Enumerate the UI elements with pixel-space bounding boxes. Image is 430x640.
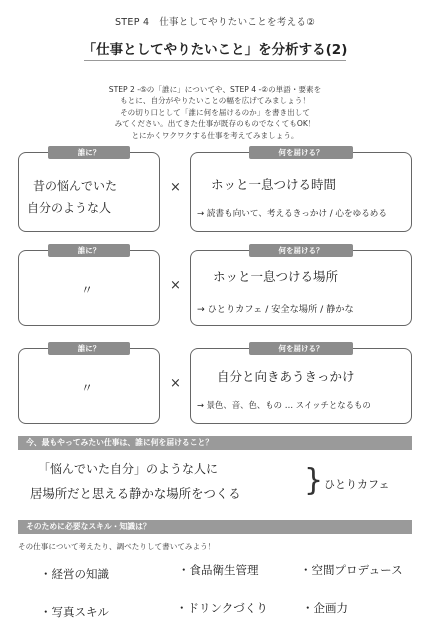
who-box-3[interactable] — [18, 344, 160, 424]
what-main-text: ホッと一息つける場所 — [213, 269, 339, 284]
step-header: STEP 4 仕事としてやりたいことを考える② — [114, 17, 316, 28]
skill-item[interactable]: ・経営の知識 — [40, 567, 109, 581]
intro-line: その切り口として「誰に何を届けるのか」を書き出して — [120, 107, 310, 117]
who-text: 〃 — [81, 283, 94, 297]
who-box-2[interactable] — [18, 246, 160, 326]
who-text: 〃 — [81, 381, 94, 395]
who-tag: 誰に？ — [48, 342, 130, 355]
what-main-text: 自分と向きあうきっかけ — [217, 369, 355, 384]
intro-line: とにかくワクワクする仕事を考えてみましょう。 — [131, 130, 299, 140]
times-sign: × — [170, 376, 181, 391]
what-main-text: ホッと一息つける時間 — [211, 177, 337, 192]
what-sub-text: → 読書も向いて、考えるきっかけ / 心をゆるめる — [197, 209, 387, 219]
title-underline — [84, 60, 346, 61]
brace-icon: } — [304, 463, 324, 498]
skill-item[interactable]: ・写真スキル — [40, 605, 109, 619]
section-heading-skills: そのために必要なスキル・知識は？ — [18, 520, 412, 534]
intro-line: もとに、自分がやりたいことの幅を広げてみましょう！ — [120, 96, 310, 106]
section-heading-job: 今、最もやってみたい仕事は、誰に何を届けること？ — [18, 436, 412, 450]
job-result[interactable]: ひとりカフェ — [324, 478, 390, 491]
skills-note: その仕事について考えたり、調べたりして書いてみよう！ — [18, 542, 216, 551]
what-box-1[interactable] — [190, 148, 412, 232]
job-line-1[interactable]: 「悩んでいた自分」のような人に — [38, 462, 219, 476]
page-title: 「仕事としてやりたいこと」を分析する(2) — [82, 42, 348, 58]
who-tag: 誰に？ — [48, 146, 130, 159]
what-tag: 何を届ける？ — [249, 342, 353, 355]
what-tag: 何を届ける？ — [249, 244, 353, 257]
what-sub-text: → 景色、音、色、もの … スイッチとなるもの — [197, 400, 371, 410]
skill-item[interactable]: ・空間プロデュース — [300, 563, 403, 577]
who-text: 昔の悩んでいた — [33, 179, 118, 193]
who-text: 自分のような人 — [27, 201, 112, 215]
who-box-1[interactable] — [18, 148, 160, 232]
skill-item[interactable]: ・企画力 — [302, 601, 348, 615]
times-sign: × — [170, 180, 181, 195]
who-tag: 誰に？ — [48, 244, 130, 257]
what-box-2[interactable] — [190, 246, 412, 326]
intro-line: STEP 2 -⑤の「誰に」についてや、STEP 4 -②の単語・要素を — [108, 85, 322, 94]
times-sign: × — [170, 278, 181, 293]
what-sub-text: → ひとりカフェ / 安全な場所 / 静かな — [197, 304, 354, 315]
intro-text — [40, 84, 390, 141]
what-box-3[interactable] — [190, 344, 412, 424]
what-tag: 何を届ける？ — [249, 146, 353, 159]
skill-item[interactable]: ・ドリンクづくり — [176, 601, 268, 615]
intro-line: みてください。出てきた仕事が既存のものでなくてもOK！ — [114, 119, 316, 129]
job-line-2[interactable]: 居場所だと思える静かな場所をつくる — [30, 486, 241, 501]
skill-item[interactable]: ・食品衛生管理 — [178, 563, 259, 577]
